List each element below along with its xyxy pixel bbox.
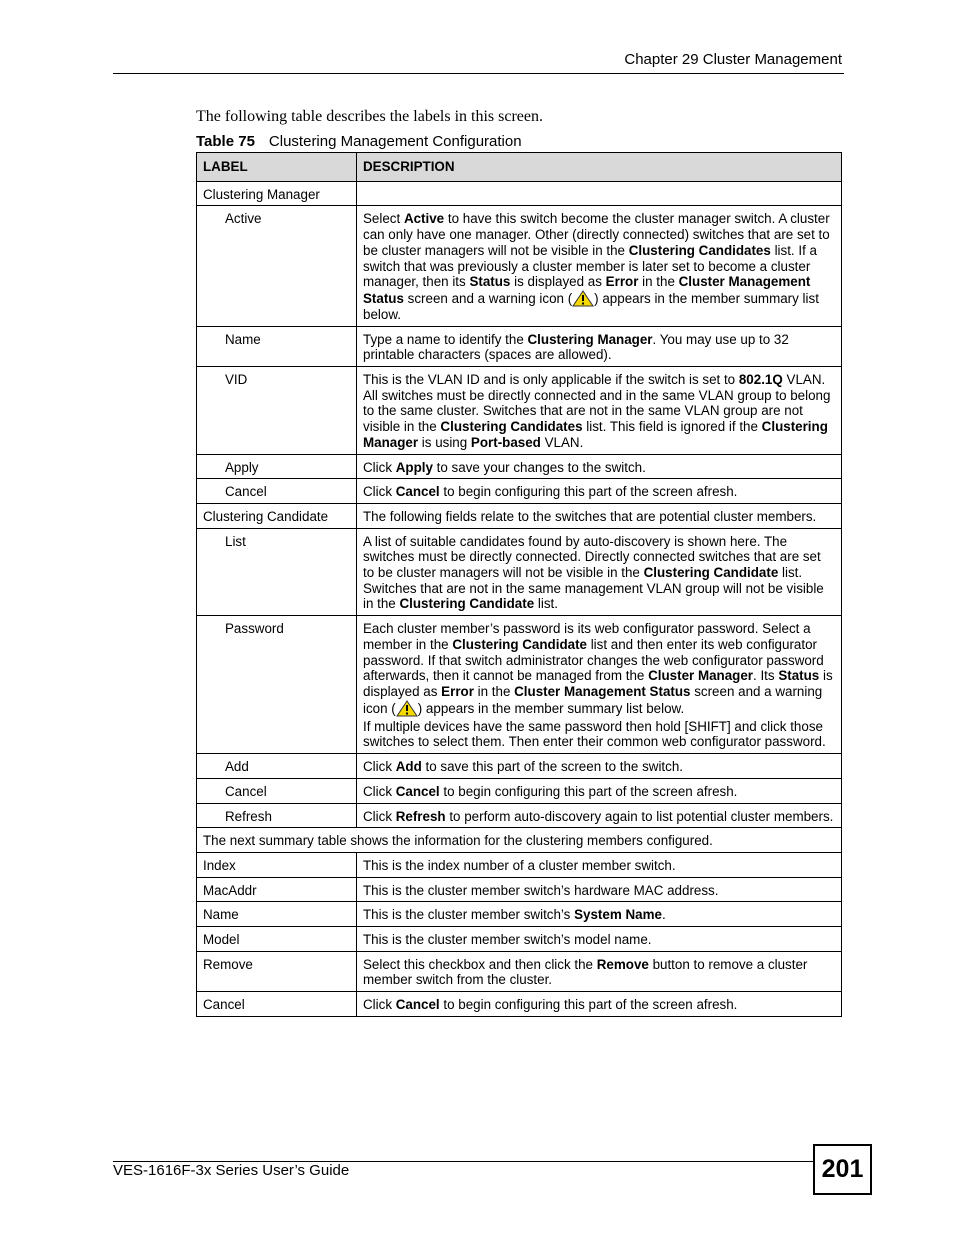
row-label: Add	[197, 754, 357, 779]
desc-bold: Refresh	[395, 808, 446, 824]
row-label: Apply	[197, 454, 357, 479]
row-description	[357, 616, 842, 754]
row-label: List	[197, 528, 357, 616]
desc-text: is displayed as	[363, 668, 833, 699]
row-label: VID	[197, 367, 357, 455]
desc-text: Click	[363, 484, 396, 500]
row-label: Clustering Candidate	[197, 503, 357, 528]
desc-text: Select	[363, 211, 404, 227]
desc-text: Type a name to identify the	[363, 331, 528, 347]
desc-text: This is the VLAN ID and is only applicable if the switch is set to	[363, 372, 739, 388]
row-label: Model	[197, 927, 357, 952]
desc-text: to begin configuring this part of the screen afresh.	[439, 484, 738, 500]
table-row	[197, 206, 842, 326]
desc-bold: Clustering Candidate	[452, 636, 587, 652]
desc-text: in the	[473, 683, 515, 699]
desc-bold: Error	[605, 274, 639, 290]
row-label: Cancel	[197, 479, 357, 504]
desc-bold: Clustering Candidate	[399, 596, 535, 612]
desc-bold: Clustering Candidates	[440, 419, 583, 435]
table-row	[197, 367, 842, 455]
desc-text: screen and a warning icon (	[403, 290, 573, 306]
row-description	[357, 479, 842, 504]
table-row	[197, 616, 842, 754]
row-description	[357, 992, 842, 1017]
row-label: Index	[197, 852, 357, 877]
table-row	[197, 852, 842, 877]
warning-icon	[396, 700, 418, 717]
page-number: 201	[813, 1144, 872, 1195]
desc-bold: Status	[469, 274, 511, 290]
row-description	[357, 902, 842, 927]
desc-bold: 802.1Q	[738, 372, 783, 388]
desc-bold: Cluster Manager	[648, 668, 754, 684]
desc-bold: Active	[403, 211, 445, 227]
row-label: Name	[197, 902, 357, 927]
row-label: Cancel	[197, 992, 357, 1017]
desc-text: . Its	[753, 668, 779, 684]
desc-bold: Port-based	[470, 434, 541, 450]
desc-bold: Clustering Candidate	[643, 565, 779, 581]
table-row	[197, 902, 842, 927]
desc-text: Click	[363, 808, 396, 824]
desc-text: list. This field is ignored if the	[582, 419, 762, 435]
desc-text: to save this part of the screen to the switch.	[421, 759, 684, 775]
desc-bold: Remove	[596, 956, 649, 972]
desc-bold: Status	[778, 668, 820, 684]
configuration-table	[196, 152, 842, 1017]
row-description	[357, 754, 842, 779]
table-row	[197, 454, 842, 479]
desc-bold: Clustering Manager	[363, 419, 828, 450]
intro-text: The following table describes the labels in this screen.	[196, 108, 544, 125]
desc-text: list. If a switch that was previously a cluster member is later set to become a cluster manager, then its	[363, 242, 817, 290]
desc-text: VLAN.	[540, 434, 584, 450]
desc-text: screen and a warning icon (	[363, 683, 823, 716]
desc-text: Click	[363, 783, 396, 799]
table-row	[197, 803, 842, 828]
table-caption	[196, 133, 522, 150]
table-row	[197, 828, 842, 853]
desc-text: Click	[363, 459, 396, 475]
row-label: Refresh	[197, 803, 357, 828]
desc-text: list. Switches that are not in the same management VLAN group will not be visible in the	[363, 565, 824, 612]
desc-bold: Clustering Manager	[527, 331, 653, 347]
desc-text: is displayed as	[510, 274, 606, 290]
row-description	[357, 367, 842, 455]
desc-text: list and then enter its web configurator password. If that switch administrator changes the web configurator password afterwards, then it cannot be managed from the	[363, 636, 824, 684]
summary-note: The next summary table shows the information for the clustering members configured.	[197, 828, 842, 853]
row-description	[357, 206, 842, 326]
desc-paragraph: If multiple devices have the same password then hold [SHIFT] and click those switches to select them. Then enter their common web configurator password.	[363, 718, 826, 750]
desc-bold: Cancel	[395, 783, 440, 799]
desc-text: Each cluster member’s password is its web configurator password. Select a member in the	[363, 621, 811, 652]
row-label: MacAddr	[197, 877, 357, 902]
desc-text: A list of suitable candidates found by auto-discovery is shown here. The switches must be directly connected. Directly connected switches that are set to be cluster managers will not be visible in the	[363, 533, 821, 581]
row-description: This is the cluster member switch’s model name.	[357, 927, 842, 952]
row-description: This is the index number of a cluster member switch.	[357, 852, 842, 877]
desc-text: button to remove a cluster member switch from the cluster.	[363, 956, 808, 988]
desc-bold: Clustering Candidates	[628, 242, 771, 258]
table-title: Clustering Management Configuration	[268, 133, 522, 150]
desc-bold: Add	[395, 759, 422, 775]
desc-text: ) appears in the member summary list below.	[417, 700, 685, 716]
desc-text: to save your changes to the switch.	[432, 459, 646, 475]
label-column-header: LABEL	[197, 153, 357, 182]
row-label: Password	[197, 616, 357, 754]
warning-icon	[572, 290, 594, 307]
table-row	[197, 927, 842, 952]
desc-text: VLAN. All switches must be directly connected and in the same VLAN group to belong to the same cluster. Switches that are not in the same VLAN group are not visible in the	[363, 372, 831, 435]
desc-text: Select this checkbox and then click the	[363, 956, 597, 972]
description-column-header: DESCRIPTION	[357, 153, 842, 182]
desc-text: to have this switch become the cluster manager switch. A cluster can only have one manager. Other (directly connected) switches that are set to be cluster managers will not be visible in the	[363, 211, 830, 258]
desc-text: Click	[363, 759, 396, 775]
desc-text: to perform auto-discovery again to list potential cluster members.	[445, 808, 834, 824]
table-number: Table 75	[196, 133, 255, 150]
desc-bold: Cancel	[395, 997, 440, 1013]
desc-bold: Cluster Management Status	[363, 274, 811, 306]
desc-text: in the	[638, 274, 679, 290]
row-description: The following fields relate to the switches that are potential cluster members.	[357, 503, 842, 528]
row-label: Cancel	[197, 778, 357, 803]
desc-text: to begin configuring this part of the screen afresh.	[439, 997, 738, 1013]
table-row	[197, 479, 842, 504]
table-row	[197, 503, 842, 528]
row-description	[357, 181, 842, 206]
table-header-row	[197, 153, 842, 182]
desc-bold: Cluster Management Status	[514, 683, 691, 699]
desc-text: list.	[534, 596, 558, 612]
table-row	[197, 754, 842, 779]
desc-bold: Error	[441, 683, 474, 699]
table-row	[197, 528, 842, 616]
table-row	[197, 951, 842, 991]
row-label: Active	[197, 206, 357, 326]
row-description	[357, 326, 842, 366]
row-description	[357, 951, 842, 991]
desc-bold: Apply	[395, 459, 433, 475]
chapter-header: Chapter 29 Cluster Management	[624, 51, 842, 68]
desc-text: Click	[363, 997, 396, 1013]
desc-text: is using	[418, 434, 471, 450]
row-label: Name	[197, 326, 357, 366]
row-description	[357, 528, 842, 616]
table-row	[197, 326, 842, 366]
desc-text: to begin configuring this part of the screen afresh.	[439, 783, 738, 799]
row-description	[357, 803, 842, 828]
desc-text: This is the cluster member switch’s	[363, 907, 575, 923]
row-description	[357, 454, 842, 479]
desc-text: .	[661, 907, 666, 923]
desc-bold: Cancel	[395, 484, 440, 500]
guide-title: VES-1616F-3x Series User’s Guide	[113, 1162, 350, 1179]
row-label: Remove	[197, 951, 357, 991]
table-row	[197, 181, 842, 206]
desc-text: ) appears in the member summary list below.	[363, 290, 819, 322]
row-label: Clustering Manager	[197, 181, 357, 206]
row-description	[357, 778, 842, 803]
table-row	[197, 778, 842, 803]
desc-text: . You may use up to 32 printable characters (spaces are allowed).	[363, 331, 789, 363]
row-description: This is the cluster member switch’s hardware MAC address.	[357, 877, 842, 902]
table-row	[197, 877, 842, 902]
table-row	[197, 992, 842, 1017]
header-rule	[113, 73, 844, 74]
desc-bold: System Name	[574, 907, 662, 923]
